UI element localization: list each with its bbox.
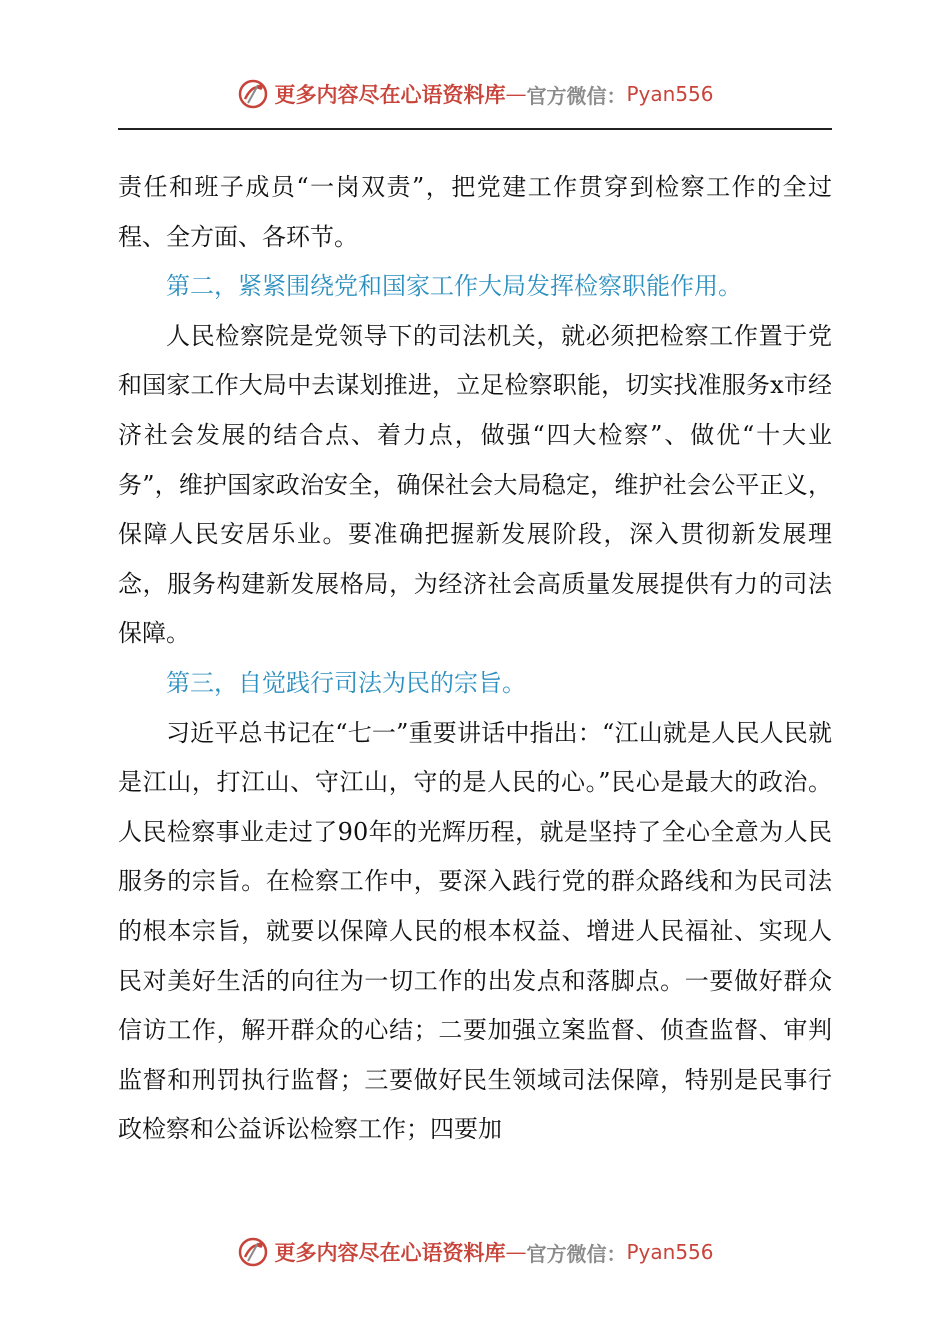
paragraph-body: 人民检察院是党领导下的司法机关，就必须把检察工作置于党和国家工作大局中去谋划推进，立足检察职能，切实找准服务x市经济社会发展的结合点、着力点，做强“四大检察”、做优“十大业务”，维护国家政治安全，确保社会大局稳定，维护社会公平正义，保障人民安居乐业。要准确把握新发展阶段，深入贯彻新发展理念，服务构建新发展格局，为经济社会高质量发展提供有力的司法保障。 (118, 321, 832, 648)
banner-dash: — (505, 1240, 527, 1264)
banner-title: 更多内容尽在心语资料库 (274, 1240, 506, 1265)
section-heading-2: 第二，紧紧围绕党和国家工作大局发挥检察职能作用。 (166, 272, 742, 301)
document-body (118, 163, 832, 1155)
paragraph-body: 习近平总书记在“七一”重要讲话中指出：“江山就是人民人民就是江山，打江山、守江山，守的是人民的心。”民心是最大的政治。人民检察事业走过了90年的光辉历程，就是坚持了全心全意为人民服务的宗旨。在检察工作中，要深入践行党的群众路线和为民司法的根本宗旨，就要以保障人民的根本权益、增进人民福祉、实现人民对美好生活的向往为一切工作的出发点和落脚点。一要做好群众信访工作，解开群众的心结；二要加强立案监督、侦查监督、审判监督和刑罚执行监督；三要做好民生领域司法保障，特别是民事行政检察和公益诉讼检察工作；四要加 (118, 718, 832, 1144)
footer-banner (0, 1232, 950, 1272)
section-heading-3: 第三，自觉践行司法为民的宗旨。 (166, 668, 526, 697)
banner-title: 更多内容尽在心语资料库 (274, 82, 506, 107)
banner-dash: — (505, 82, 527, 106)
header-divider (118, 128, 832, 130)
banner-wechat-label: 官方微信： (526, 83, 627, 108)
banner-wechat-id: Pyan556 (626, 82, 714, 106)
banner-wechat-id: Pyan556 (626, 1240, 714, 1264)
paragraph-continuation: 责任和班子成员“一岗双责”，把党建工作贯穿到检察工作的全过程、全方面、各环节。 (118, 173, 832, 251)
banner-wechat-label: 官方微信： (526, 1241, 627, 1266)
header-banner (0, 74, 950, 114)
brand-logo-icon (236, 1235, 270, 1269)
brand-logo-icon (236, 77, 270, 111)
